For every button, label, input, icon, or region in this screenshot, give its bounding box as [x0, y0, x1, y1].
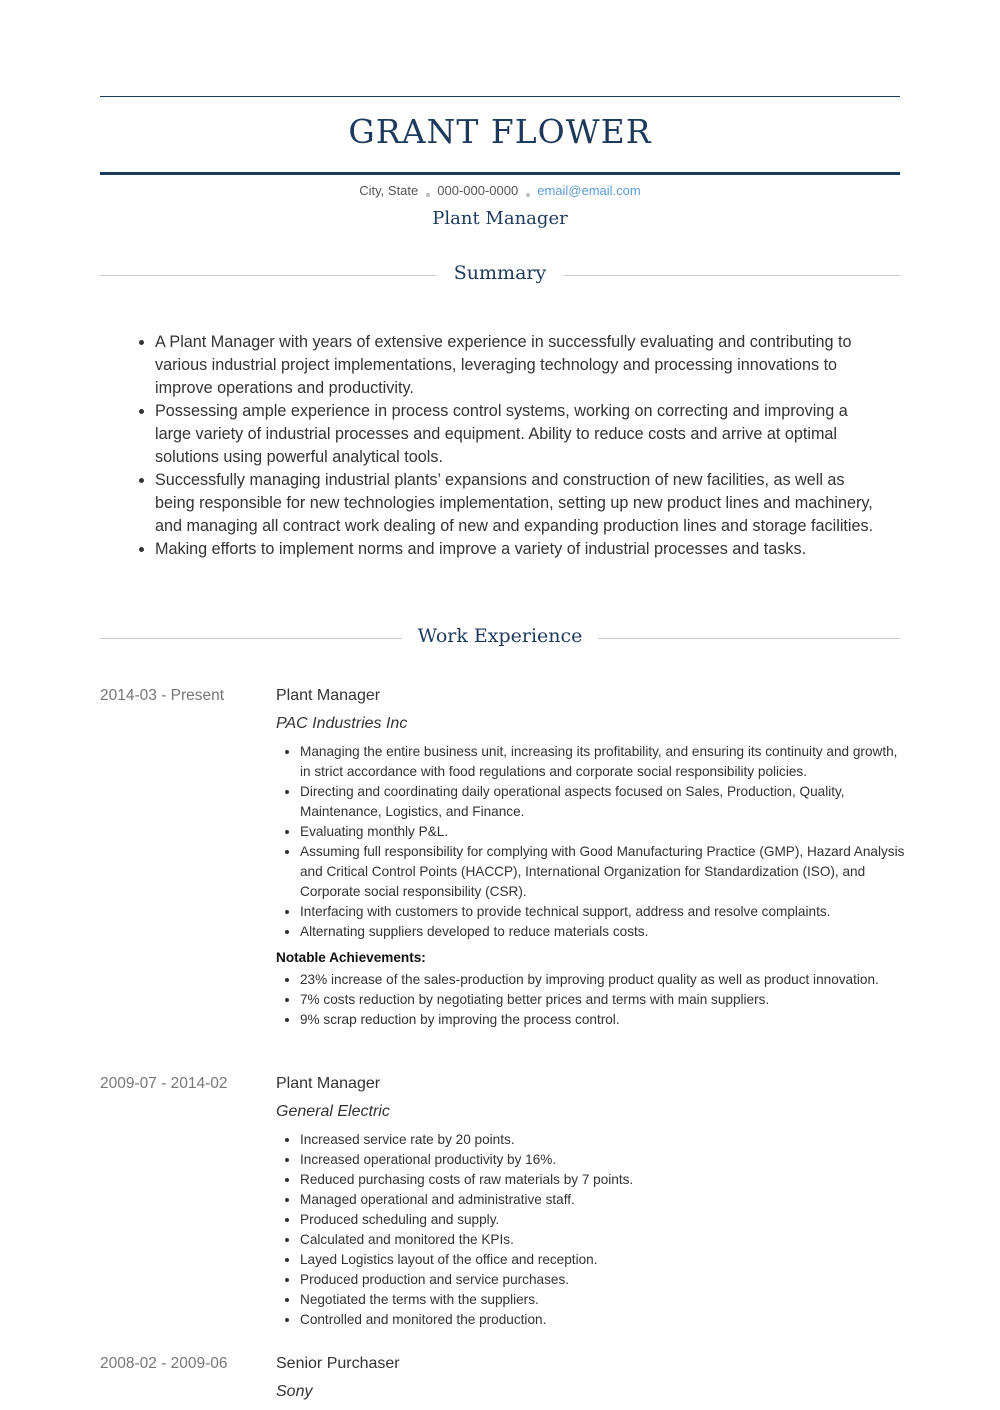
contact-phone: 000-000-0000	[437, 183, 519, 198]
summary-list	[155, 331, 875, 561]
job-duty: • Assuming full responsibility for complying with Good Manufacturing Practice (GMP), Hazard Analysis and Critical Control Points (HACCP), International Organization for Standardization (ISO), and Corporate social responsibility (CSR).	[300, 842, 905, 902]
job-duty: • Managing the entire business unit, increasing its profitability, and ensuring its continuity and growth, in strict accordance with food regulations and corporate social responsibility policies.	[300, 742, 905, 782]
contact-line	[100, 183, 900, 198]
job-duties-list	[300, 742, 905, 942]
summary-item: • Possessing ample experience in process control systems, working on correcting and improving a large variety of industrial processes and equipment. Ability to reduce costs and arrive at optimal solutions using powerful analytical tools.	[155, 400, 875, 469]
summary-item: • Successfully managing industrial plants’ expansions and construction of new facilities, as well as being responsible for new technologies implementation, setting up new product lines and machinery, and managing all contract work dealing of new and expanding production lines and storage facilities.	[155, 469, 875, 538]
job-duty: • Calculated and monitored the KPIs.	[300, 1230, 905, 1250]
job-duty: • Increased operational productivity by 16%.	[300, 1150, 905, 1170]
job-date: 2008-02 - 2009-06	[100, 1355, 228, 1372]
job-duty: • Reduced purchasing costs of raw materials by 7 points.	[300, 1170, 905, 1190]
job-company: Sony	[276, 1383, 313, 1400]
contact-city: City, State	[359, 183, 419, 198]
experience-section-header	[100, 625, 900, 649]
job-headline: Plant Manager	[432, 208, 568, 229]
job-duty: • Directing and coordinating daily operational aspects focused on Sales, Production, Quality, Maintenance, Logistics, and Finance.	[300, 782, 905, 822]
summary-item: • A Plant Manager with years of extensive experience in successfully evaluating and contributing to various industrial project implementations, leveraging technology and processing innovations to improve operations and productivity.	[155, 331, 875, 400]
achievement-item: • 7% costs reduction by negotiating better prices and terms with main suppliers.	[300, 990, 905, 1010]
summary-section-title: Summary	[453, 262, 547, 284]
job-duty: • Layed Logistics layout of the office and reception.	[300, 1250, 905, 1270]
header-bottom-rule	[100, 172, 900, 175]
experience-section-title: Work Experience	[417, 625, 583, 647]
contact-email-link[interactable]: email@email.com	[537, 183, 641, 198]
achievements-label: Notable Achievements:	[276, 950, 426, 965]
job-duty: • Alternating suppliers developed to reduce materials costs.	[300, 922, 905, 942]
job-duties-list	[300, 1130, 905, 1330]
job-duty: • Evaluating monthly P&L.	[300, 822, 905, 842]
header-top-rule	[100, 96, 900, 97]
job-date: 2014-03 - Present	[100, 687, 225, 704]
job-company: General Electric	[276, 1103, 390, 1120]
summary-item: • Making efforts to implement norms and improve a variety of industrial processes and tasks.	[155, 538, 875, 561]
job-title: Plant Manager	[276, 1075, 381, 1092]
job-duty: • Produced production and service purchases.	[300, 1270, 905, 1290]
job-duty: • Negotiated the terms with the suppliers.	[300, 1290, 905, 1310]
job-duty: • Interfacing with customers to provide technical support, address and resolve complaints.	[300, 902, 905, 922]
candidate-name: GRANT FLOWER	[348, 112, 652, 151]
achievement-item: • 23% increase of the sales-production by improving product quality as well as product innovation.	[300, 970, 905, 990]
summary-section-header	[100, 262, 900, 286]
job-company: PAC Industries Inc	[276, 715, 408, 732]
dot-separator-icon	[526, 193, 530, 197]
job-title: Senior Purchaser	[276, 1355, 400, 1372]
job-duty: • Produced scheduling and supply.	[300, 1210, 905, 1230]
achievement-item: • 9% scrap reduction by improving the process control.	[300, 1010, 905, 1030]
job-duty: • Increased service rate by 20 points.	[300, 1130, 905, 1150]
dot-separator-icon	[426, 193, 430, 197]
job-title: Plant Manager	[276, 687, 381, 704]
job-duty: • Controlled and monitored the production.	[300, 1310, 905, 1330]
job-duty: • Managed operational and administrative staff.	[300, 1190, 905, 1210]
achievements-list	[300, 970, 905, 1030]
job-date: 2009-07 - 2014-02	[100, 1075, 228, 1092]
